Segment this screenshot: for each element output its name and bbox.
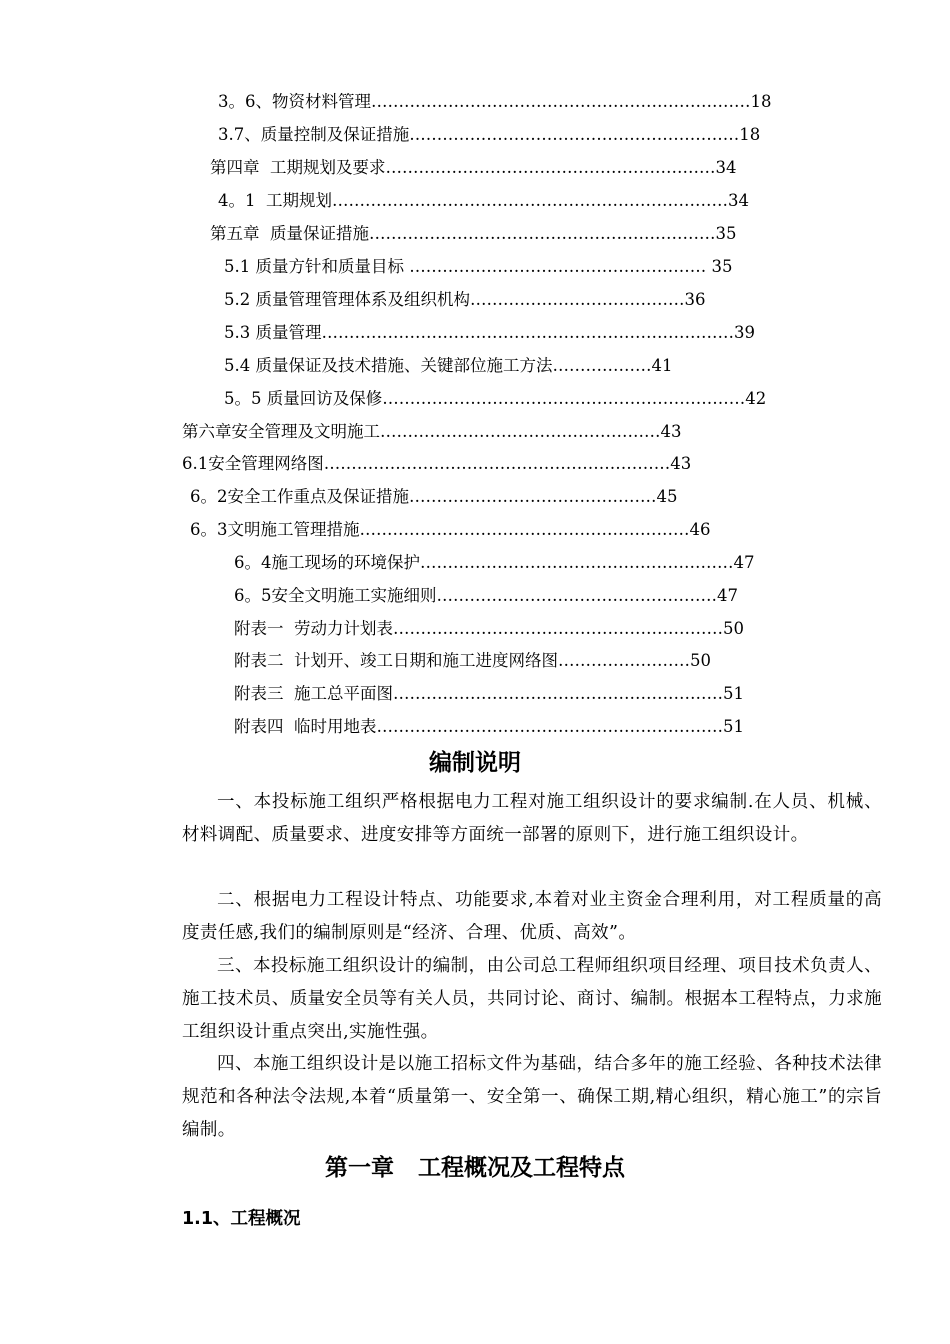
- toc-line-6-2: 6。2安全工作重点及保证措施………………………………………45: [190, 487, 678, 506]
- toc-line-5-4: 5.4 质量保证及技术措施、关键部位施工方法………………41: [224, 356, 673, 375]
- toc-line-5-1: 5.1 质量方针和质量目标 ……………………………………………… 35: [224, 257, 733, 276]
- toc-line-chapter-6: 第六章安全管理及文明施工……………………………………………43: [182, 422, 682, 441]
- section-title: 编制说明: [429, 750, 521, 776]
- toc-line-3-6: 3。6、物资材料管理……………………………………………………………18: [218, 92, 772, 111]
- chapter-title: 第一章 工程概况及工程特点: [324, 1155, 626, 1181]
- toc-line-6-5: 6。5安全文明施工实施细则……………………………………………47: [234, 586, 738, 605]
- toc-line-6-1: 6.1安全管理网络图………………………………………………………43: [182, 454, 692, 473]
- toc-line-chapter-4: 第四章 工期规划及要求……………………………………………………34: [210, 158, 737, 177]
- toc-line-chapter-5: 第五章 质量保证措施………………………………………………………35: [210, 224, 737, 243]
- toc-line-appendix-1: 附表一 劳动力计划表……………………………………………………50: [234, 619, 744, 638]
- toc-line-6-3: 6。3文明施工管理措施……………………………………………………46: [190, 520, 711, 539]
- toc-line-5-2: 5.2 质量管理管理体系及组织机构…………………………………36: [224, 290, 706, 309]
- paragraph-2: 二、根据电力工程设计特点、功能要求,本着对业主资金合理利用，对工程质量的高度责任感,我们的编制原则是“经济、合理、优质、高效”。: [182, 890, 882, 943]
- toc-line-4-1: 4。1 工期规划………………………………………………………………34: [218, 191, 749, 210]
- toc-line-5-5: 5。5 质量回访及保修…………………………………………………………42: [224, 389, 767, 408]
- subsection-title: 1.1、工程概况: [182, 1209, 301, 1229]
- toc-line-3-7: 3.7、质量控制及保证措施……………………………………………………18: [218, 125, 761, 144]
- toc-line-appendix-3: 附表三 施工总平面图……………………………………………………51: [234, 684, 744, 703]
- paragraph-1: 一、本投标施工组织严格根据电力工程对施工组织设计的要求编制.在人员、机械、材料调配、质量要求、进度安排等方面统一部署的原则下，进行施工组织设计。: [182, 792, 882, 845]
- toc-line-appendix-4: 附表四 临时用地表………………………………………………………51: [234, 717, 744, 736]
- toc-line-appendix-2: 附表二 计划开、竣工日期和施工进度网络图……………………50: [234, 651, 711, 670]
- toc-line-6-4: 6。4施工现场的环境保护…………………………………………………47: [234, 553, 755, 572]
- paragraph-3: 三、本投标施工组织设计的编制，由公司总工程师组织项目经理、项目技术负责人、施工技术员、质量安全员等有关人员，共同讨论、商讨、编制。根据本工程特点，力求施工组织设计重点突出,实施性强。: [182, 956, 882, 1042]
- paragraph-4: 四、本施工组织设计是以施工招标文件为基础，结合多年的施工经验、各种技术法律规范和各种法令法规,本着“质量第一、安全第一、确保工期,精心组织，精心施工”的宗旨编制。: [182, 1054, 882, 1140]
- toc-line-5-3: 5.3 质量管理…………………………………………………………………39: [224, 323, 755, 342]
